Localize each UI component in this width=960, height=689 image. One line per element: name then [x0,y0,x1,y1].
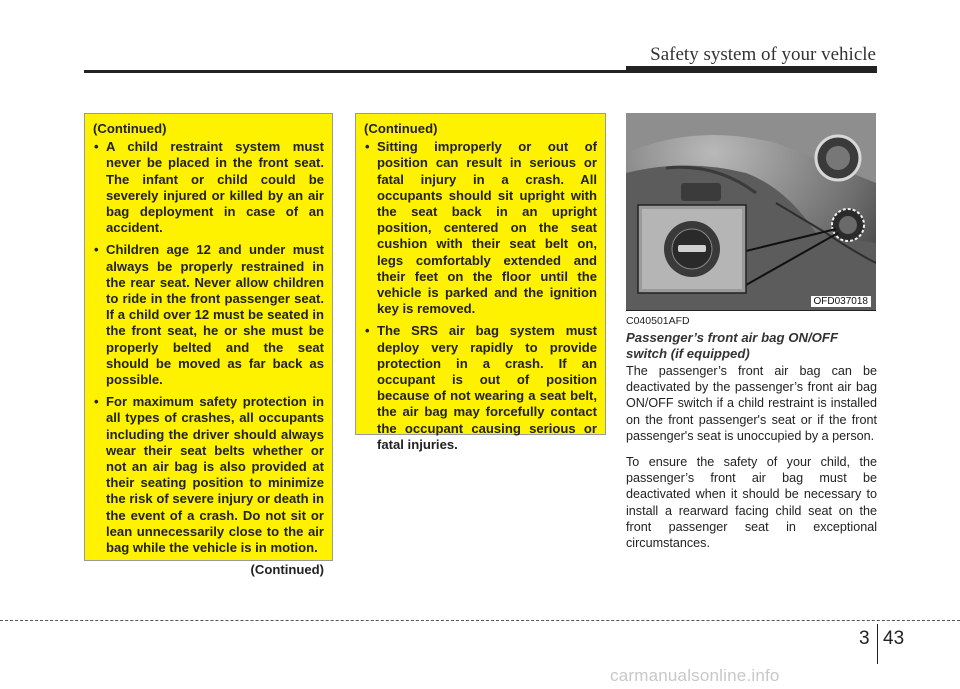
bullet-icon: • [94,242,99,258]
warning-item: • For maximum safety protection in all types of crashes, all occupants including the driver should always wear their seat belts whether or not an air bag is also provided at their seating position to minimize the risk of severe injury or death in the event of a crash. Do not sit or lean unnecessarily close to the air bag while the vehicle is in motion. [94,394,324,556]
warning-list [364,139,597,453]
figure-code: OFD037018 [811,296,871,307]
warning-box-left [84,113,333,578]
bullet-icon: • [365,323,370,339]
page-number: 43 [883,628,905,649]
bullet-icon: • [94,394,99,410]
header-rule [84,70,877,73]
warning-item: • The SRS air bag system must deploy very rapidly to provide protection in a crash. If an occupant is out of position because of not wearing a seat belt, the air bag may forcefully contact the occupant causing serious or fatal injuries. [365,323,597,452]
watermark: carmanualsonline.info [610,666,780,685]
footer-rule [0,620,960,621]
body-paragraph: The passenger’s front air bag can be deactivated by the passenger’s front air bag ON/OFF switch if a child restraint is installed on the front passenger's seat or if the front passenger's seat is unoccupied by a person. [626,364,877,443]
section-title: Passenger’s front air bag ON/OFF switch (if equipped) [626,330,839,361]
continued-label: (Continued) [93,121,167,136]
bullet-icon: • [94,139,99,155]
bullet-icon: • [365,139,370,155]
chapter-number: 3 [859,628,870,649]
running-header: Safety system of your vehicle [650,44,876,65]
warning-box-middle [355,113,606,452]
warning-list [93,139,324,556]
section-code: C040501AFD [626,315,690,327]
warning-item: • Children age 12 and under must always be properly restrained in the rear seat. Never allow children to ride in the front passenger seat. If a child over 12 must be seated in the front seat, he or she must be properly belted and the seat should be moved as far back as possible. [94,242,324,388]
page-number-divider [877,624,878,664]
continued-label: (Continued) [364,121,438,136]
warning-item: • Sitting improperly or out of position can result in serious or fatal injury in a crash. All occupants should sit upright with the seat back in an upright position, centered on the seat cushion with their seat belt on, legs comfortably extended and their feet on the floor until the vehicle is parked and the ignition key is removed. [365,139,597,317]
airbag-switch-figure [626,113,876,311]
airbag-switch-photo-icon [626,113,876,311]
continued-label: (Continued) [250,562,324,578]
warning-item: • A child restraint system must never be placed in the front seat. The infant or child could be severely injured or killed by an air bag deployment in case of an accident. [94,139,324,236]
body-paragraph: To ensure the safety of your child, the passenger’s front air bag must be deactivated when it should be necessary to install a rearward facing child seat on the front passenger seat in exceptional circumstances. [626,455,877,551]
